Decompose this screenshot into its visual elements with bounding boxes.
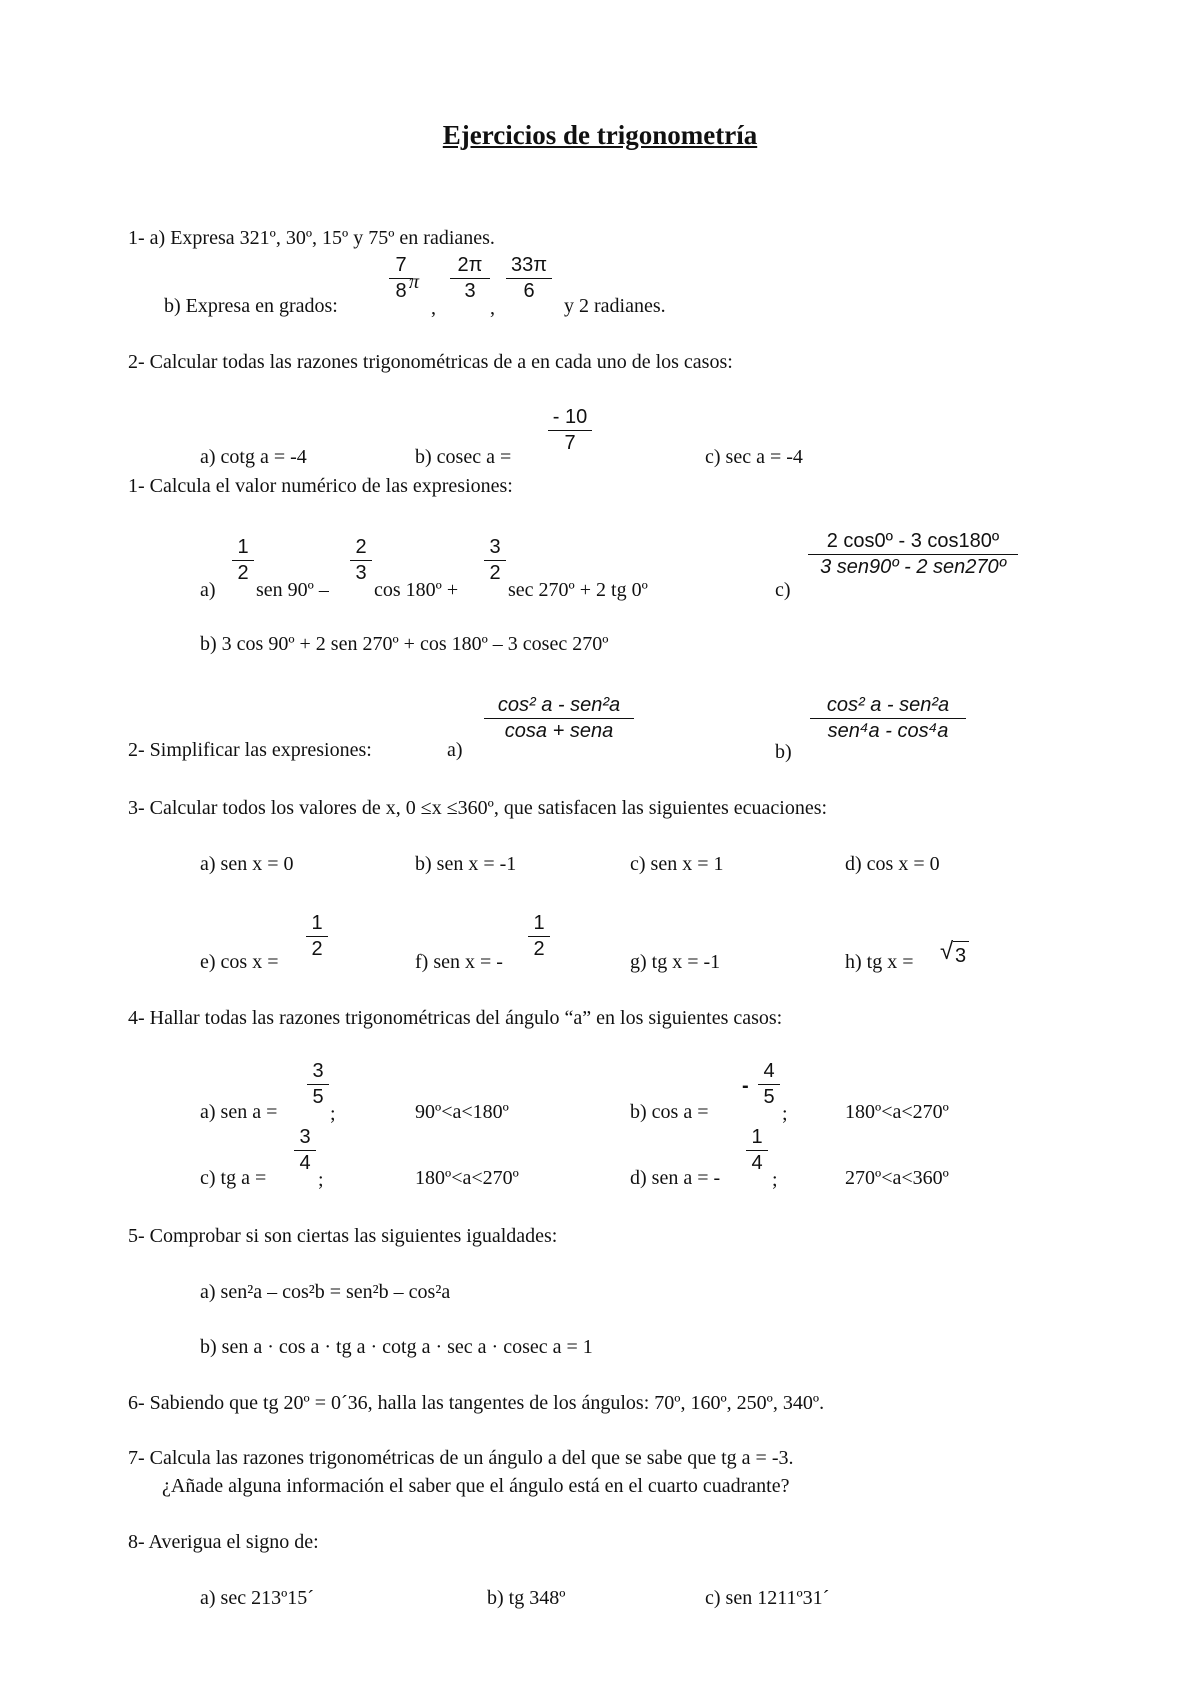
- question-7b: b) sen a · cos a · tg a · cotg a · sec a · cosec a = 1: [200, 1336, 593, 1358]
- question-10: 8- Averigua el signo de:: [128, 1531, 319, 1553]
- semicolon: ;: [772, 1169, 778, 1191]
- question-2: 2- Calcular todas las razones trigonométricas de a en cada uno de los casos:: [128, 351, 733, 373]
- fraction-33pi-6: [506, 254, 552, 303]
- fraction-denominator: 7: [564, 432, 576, 454]
- fraction-denominator: 2: [311, 938, 323, 960]
- fraction-1-2: [528, 912, 550, 961]
- question-6a-range: 90º<a<180º: [415, 1101, 509, 1123]
- fraction-numerator: 2 cos0º - 3 cos180º: [808, 530, 1018, 555]
- fraction-denominator: 4: [299, 1152, 311, 1174]
- question-6: 4- Hallar todas las razones trigonométricas del ángulo “a” en los siguientes casos:: [128, 1007, 783, 1029]
- minus-sign: -: [742, 1075, 749, 1097]
- fraction-1-4: [746, 1126, 768, 1175]
- fraction-numerator: 33π: [506, 254, 552, 279]
- fraction-denominator: 3: [355, 562, 367, 584]
- fraction-numerator: 4: [758, 1060, 780, 1085]
- question-6c-range: 180º<a<270º: [415, 1167, 519, 1189]
- fraction-cos-expression: [808, 530, 1018, 579]
- sqrt-bar: [953, 941, 969, 942]
- fraction-numerator: cos² a - sen²a: [810, 694, 966, 719]
- question-10c: c) sen 1211º31´: [705, 1587, 830, 1609]
- question-2b-label: b) cosec a =: [415, 446, 512, 468]
- fraction-denominator: cosa + sena: [504, 720, 614, 742]
- question-5e-label: e) cos x =: [200, 951, 279, 973]
- question-9-line2: ¿Añade alguna información el saber que el ángulo está en el cuarto cuadrante?: [162, 1475, 790, 1497]
- semicolon: ;: [318, 1169, 324, 1191]
- question-1b-tail: y 2 radianes.: [564, 295, 666, 317]
- fraction-denominator: 2: [533, 938, 545, 960]
- fraction-2-3: [350, 536, 372, 585]
- question-4a-label: a): [447, 739, 463, 761]
- question-1b-label: b) Expresa en grados:: [164, 295, 338, 317]
- fraction-simplify-b: [810, 694, 966, 743]
- term: sen 90º –: [256, 579, 329, 601]
- fraction-1-2: [232, 536, 254, 585]
- semicolon: ;: [330, 1103, 336, 1125]
- fraction-numerator: 1: [528, 912, 550, 937]
- sqrt-icon: √: [940, 938, 954, 965]
- question-6d-label: d) sen a = -: [630, 1167, 721, 1189]
- question-6a-label: a) sen a =: [200, 1101, 278, 1123]
- fraction-denominator: 5: [763, 1086, 775, 1108]
- fraction-simplify-a: [484, 694, 634, 743]
- comma: ,: [490, 297, 495, 319]
- question-3a-label: a): [200, 579, 216, 601]
- fraction-3-4: [294, 1126, 316, 1175]
- question-10a: a) sec 213º15´: [200, 1587, 314, 1609]
- fraction-denominator: 8: [395, 280, 407, 302]
- question-5b: b) sen x = -1: [415, 853, 517, 875]
- question-7: 5- Comprobar si son ciertas las siguientes igualdades:: [128, 1225, 558, 1247]
- question-5h-label: h) tg x =: [845, 951, 914, 973]
- question-5d: d) cos x = 0: [845, 853, 940, 875]
- fraction-denominator: 2: [489, 562, 501, 584]
- fraction-denominator: 5: [312, 1086, 324, 1108]
- sqrt-radicand: 3: [955, 945, 967, 967]
- question-2c: c) sec a = -4: [705, 446, 803, 468]
- question-10b: b) tg 348º: [487, 1587, 566, 1609]
- question-6b-range: 180º<a<270º: [845, 1101, 949, 1123]
- term: cos 180º +: [374, 579, 459, 601]
- question-3b: b) 3 cos 90º + 2 sen 270º + cos 180º – 3 cosec 270º: [200, 633, 609, 655]
- fraction-3-2: [484, 536, 506, 585]
- question-5: 3- Calcular todos los valores de x, 0 ≤x ≤360º, que satisfacen las siguientes ecuaciones:: [128, 797, 828, 819]
- fraction-numerator: 1: [746, 1126, 768, 1151]
- fraction-numerator: 1: [232, 536, 254, 561]
- page-title: Ejercicios de trigonometría: [442, 120, 758, 150]
- fraction-denominator: 2: [237, 562, 249, 584]
- comma: ,: [431, 297, 436, 319]
- question-1a: 1- a) Expresa 321º, 30º, 15º y 75º en radianes.: [128, 227, 495, 249]
- question-2a: a) cotg a = -4: [200, 446, 307, 468]
- fraction-denominator: sen⁴a - cos⁴a: [827, 720, 949, 742]
- question-3c-label: c): [775, 579, 791, 601]
- fraction-4-5: [758, 1060, 780, 1109]
- semicolon: ;: [782, 1103, 788, 1125]
- question-7a: a) sen²a – cos²b = sen²b – cos²a: [200, 1281, 451, 1303]
- question-5g: g) tg x = -1: [630, 951, 721, 973]
- fraction-numerator: 3: [294, 1126, 316, 1151]
- fraction-denominator: 3: [464, 280, 476, 302]
- fraction-numerator: 3: [307, 1060, 329, 1085]
- fraction-numerator: cos² a - sen²a: [484, 694, 634, 719]
- question-8: 6- Sabiendo que tg 20º = 0´36, halla las tangentes de los ángulos: 70º, 160º, 250º, 340º.: [128, 1392, 825, 1414]
- fraction-denominator: 3 sen90º - 2 sen270º: [820, 556, 1006, 578]
- question-5c: c) sen x = 1: [630, 853, 724, 875]
- fraction-denominator: 4: [751, 1152, 763, 1174]
- pi-symbol: π: [409, 271, 420, 293]
- fraction-numerator: 2π: [450, 254, 490, 279]
- fraction-1-2: [306, 912, 328, 961]
- question-6d-range: 270º<a<360º: [845, 1167, 949, 1189]
- fraction-numerator: 3: [484, 536, 506, 561]
- question-6b-label: b) cos a =: [630, 1101, 709, 1123]
- question-9-line1: 7- Calcula las razones trigonométricas de un ángulo a del que se sabe que tg a = -3.: [128, 1447, 794, 1469]
- term: sec 270º + 2 tg 0º: [508, 579, 648, 601]
- fraction-numerator: 2: [350, 536, 372, 561]
- question-6c-label: c) tg a =: [200, 1167, 267, 1189]
- fraction-minus10-7: [548, 406, 592, 455]
- question-5f-label: f) sen x = -: [415, 951, 503, 973]
- question-4b-label: b): [775, 741, 792, 763]
- fraction-numerator: 1: [306, 912, 328, 937]
- question-3: 1- Calcula el valor numérico de las expresiones:: [128, 475, 513, 497]
- fraction-denominator: 6: [523, 280, 535, 302]
- question-4: 2- Simplificar las expresiones:: [128, 739, 372, 761]
- question-5a: a) sen x = 0: [200, 853, 294, 875]
- fraction-numerator: - 10: [548, 406, 592, 431]
- fraction-numerator: 7: [389, 254, 413, 279]
- fraction-3-5: [307, 1060, 329, 1109]
- fraction-2pi-3: [450, 254, 490, 303]
